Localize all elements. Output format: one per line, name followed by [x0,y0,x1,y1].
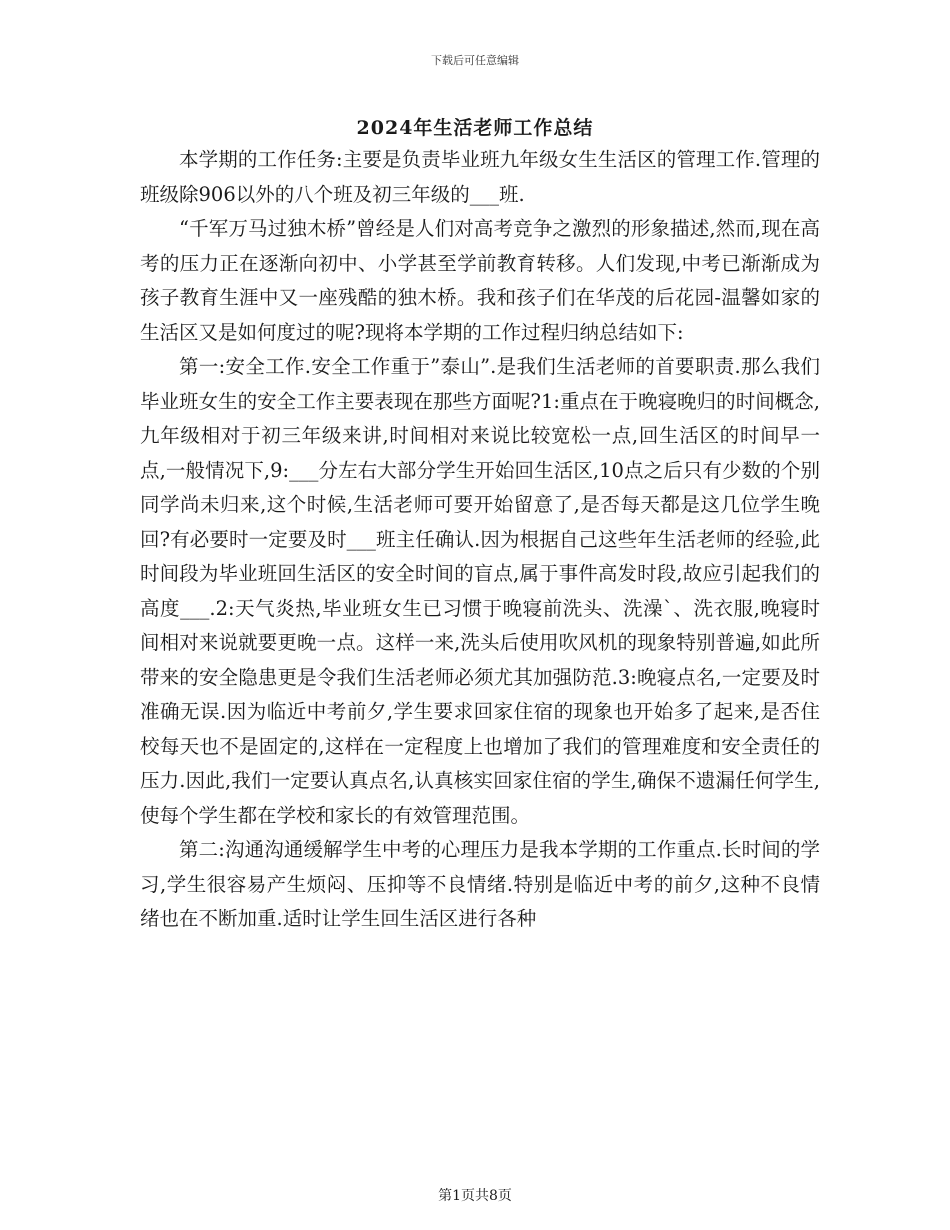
paragraph-safety-work: 第一:安全工作.安全工作重于”泰山”.是我们生活老师的首要职责.那么我们毕业班女生的安全工作主要表现在那些方面呢?1:重点在于晚寝晚归的时间概念,九年级相对于初三年级来讲,时间相对来说比较宽松一点,回生活区的时间早一点,一般情况下,9:___分左右大部分学生开始回生活区,10点之后只有少数的个别同学尚未归来,这个时候,生活老师可要开始留意了,是否每天都是这几位学生晚回?有必要时一定要及时___班主任确认.因为根据自己这些年生活老师的经验,此时间段为毕业班回生活区的安全时间的盲点,属于事件高发时段,故应引起我们的高度___.2:天气炎热,毕业班女生已习惯于晚寝前洗头、洗澡`、洗衣服,晚寝时间相对来说就要更晚一点。这样一来,洗头后使用吹风机的现象特别普遍,如此所带来的安全隐患更是令我们生活老师必须尤其加强防范.3:晚寝点名,一定要及时准确无误.因为临近中考前夕,学生要求回家住宿的现象也开始多了起来,是否住校每天也不是固定的,这样在一定程度上也增加了我们的管理难度和安全责任的压力.因此,我们一定要认真点名,认真核实回家住宿的学生,确保不遗漏任何学生,使每个学生都在学校和家长的有效管理范围。 [140,355,820,827]
paragraph-introduction: “千军万马过独木桥”曾经是人们对高考竞争之激烈的形象描述,然而,现在高考的压力正在逐渐向初中、小学甚至学前教育转移。人们发现,中考已渐渐成为孩子教育生涯中又一座残酷的独木桥。我和孩子们在华茂的后花园-温馨如家的生活区又是如何度过的呢?现将本学期的工作过程归纳总结如下: [140,217,820,344]
page-number: 第1页共8页 [438,1188,512,1204]
document-body [140,143,820,937]
paragraph-communication: 第二:沟通沟通缓解学生中考的心理压力是我本学期的工作重点.长时间的学习,学生很容易产生烦闷、压抑等不良情绪.特别是临近中考的前夕,这种不良情绪也在不断加重.适时让学生回生活区进行各种 [140,838,820,930]
paragraph-work-task: 本学期的工作任务:主要是负责毕业班九年级女生生活区的管理工作.管理的班级除906以外的八个班及初三年级的___班. [140,148,820,206]
page-header-note: 下载后可任意编辑 [431,54,519,67]
document-title: 2024年生活老师工作总结 [356,117,594,139]
